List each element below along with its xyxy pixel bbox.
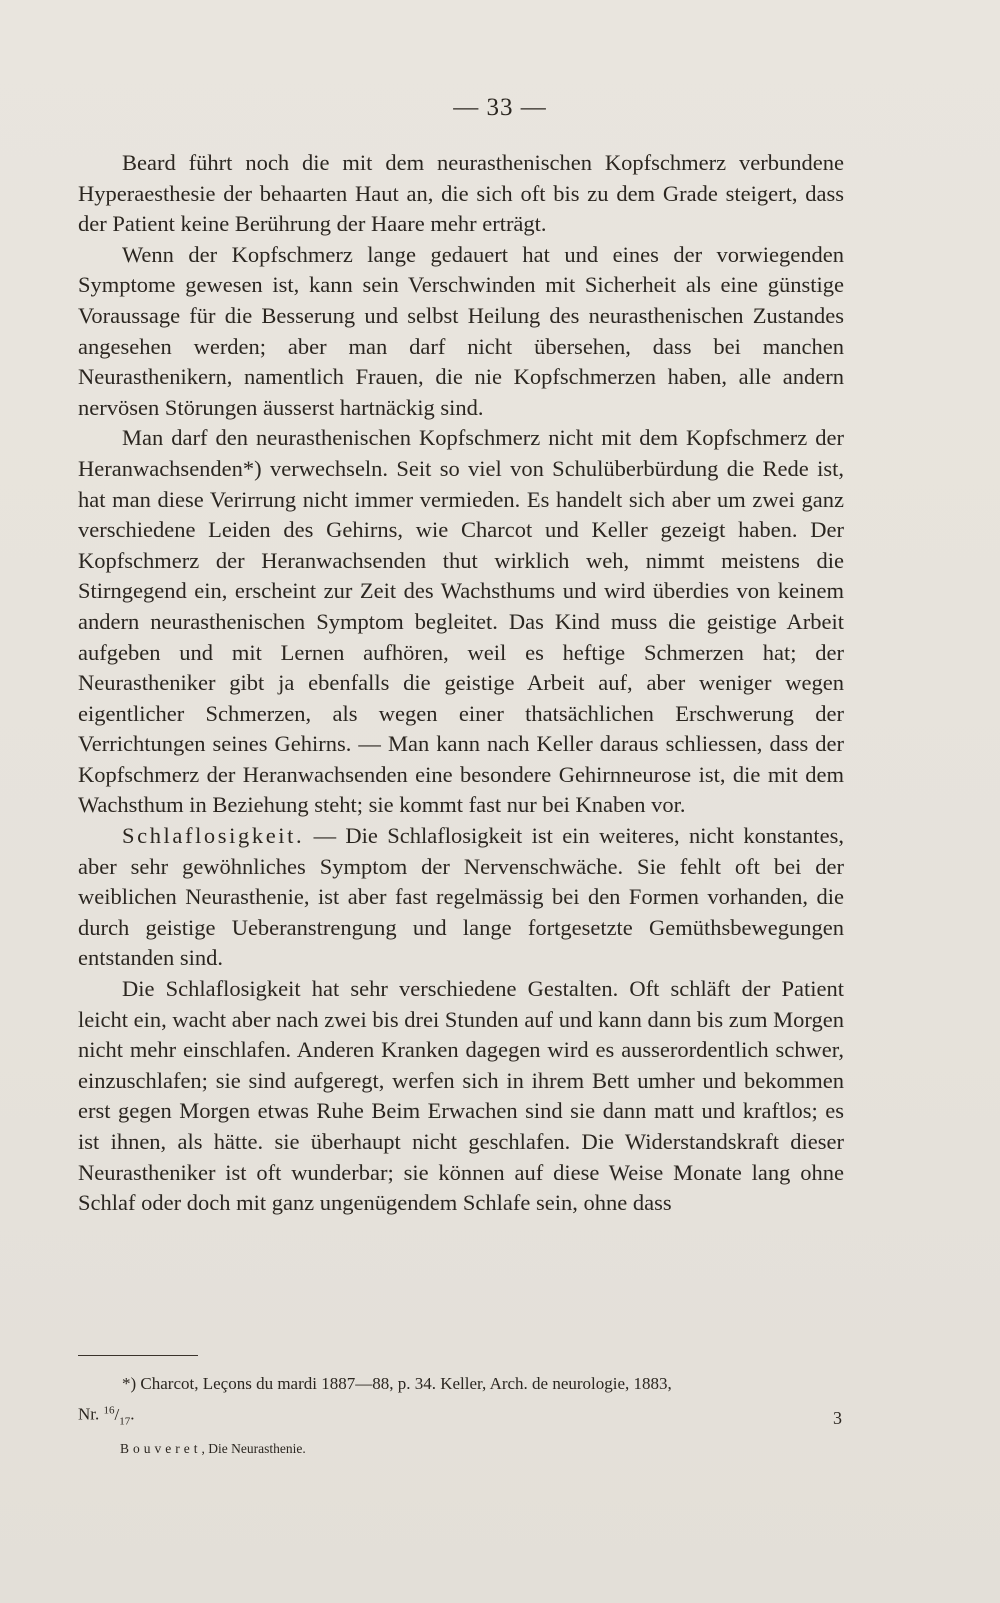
paragraph-kopfschmerz-dauer: Wenn der Kopfschmerz lange gedauert hat und eines der vorwiegenden Symptome gewesen ist, kann sein Verschwinden mit Sicherheit als eine günstige Voraussage für die Besserung und selbst Heilung des neurasthenischen Zustandes angesehen werden; aber man darf nicht übersehen, dass bei manchen Neurasthenikern, namentlich Frauen, die nie Kopfschmerzen haben, alle andern nervösen Störungen äusserst hartnäckig sind. <box>78 241 844 420</box>
signature-author: Bouveret <box>120 1441 202 1456</box>
fraction-numerator: 16 <box>103 1404 115 1416</box>
footnote-line-1: *) Charcot, Leçons du mardi 1887—88, p. 34. Keller, Arch. de neurologie, 1883, <box>122 1374 672 1393</box>
footnote <box>78 1370 844 1435</box>
sheet-signature-number: 3 <box>833 1408 842 1428</box>
paragraph-beard: Beard führt noch die mit dem neurasthenischen Kopfschmerz verbundene Hyperaesthesie der behaarten Haut an, die sich oft bis zu dem Grade steigert, dass der Patient keine Berührung der Haare mehr erträgt. <box>78 150 844 237</box>
footnote-end: . <box>130 1404 135 1424</box>
paragraph-schlaflosigkeit-gestalten: Die Schlaflosigkeit hat sehr verschiedene Gestalten. Oft schläft der Patient leicht ein, wacht aber nach zwei bis drei Stunden auf und kann dann bis zum Morgen nicht mehr einschlafen. Anderen Kranken dagegen wird es ausserordentlich schwer, einzuschlafen; sie sind aufgeregt, werfen sich in ihrem Bett umher und bekommen erst gegen Morgen etwas Ruhe Beim Erwachen sind sie dann matt und kraftlos; es ist ihnen, als hätte. sie überhaupt nicht geschlafen. Die Widerstandskraft dieser Neurastheniker ist oft wunderbar; sie können auf diese Weise Monate lang ohne Schlaf oder doch mit ganz ungenügendem Schlafe sein, ohne dass <box>78 976 844 1216</box>
printer-signature <box>120 1441 306 1457</box>
footnote-line-2 <box>78 1397 844 1435</box>
signature-title: , Die Neurasthenie. <box>201 1441 306 1456</box>
paragraph-schlaflosigkeit <box>78 821 844 974</box>
paragraph-heranwachsende: Man darf den neurasthenischen Kopfschmerz nicht mit dem Kopfschmerz der Heranwachsenden*) verwechseln. Seit so viel von Schulüberbürdung die Rede ist, hat man diese Verirrung nicht immer vermieden. Es handelt sich aber um zwei ganz verschiedene Leiden des Gehirns, wie Charcot und Keller gezeigt haben. Der Kopfschmerz der Heranwachsenden thut wirklich weh, nimmt meistens die Stirngegend ein, erscheint zur Zeit des Wachsthums und wird überdies von keinem andern neurasthenischen Symptom begleitet. Das Kind muss die geistige Arbeit aufgeben und mit Lernen aufhören, weil es heftige Schmerzen hat; der Neurastheniker gibt ja ebenfalls die geistige Arbeit auf, aber weniger wegen eigentlicher Schmerzen, als wegen einer thatsächlichen Erschwerung der Verrichtungen seines Gehirns. — Man kann nach Keller daraus schliessen, dass der Kopfschmerz der Heranwachsenden eine besondere Gehirnneurose ist, die mit dem Wachsthum in Beziehung steht; sie kommt fast nur bei Knaben vor. <box>78 425 844 818</box>
body-text <box>78 148 844 1219</box>
footnote-divider <box>78 1355 198 1356</box>
paragraph-schlaflosigkeit-text: — Die Schlaflosigkeit ist ein weiteres, nicht konstantes, aber sehr gewöhnliches Symptom der Nervenschwäche. Sie fehlt oft bei der weiblichen Neurasthenie, ist aber fast regelmässig bei den Formen vorhanden, die durch geistige Ueberanstrengung und lange fortgesetzte Gemüthsbewegungen entstanden sind. <box>78 823 844 971</box>
section-heading-schlaflosigkeit: Schlaflosigkeit. <box>122 823 305 849</box>
fraction-denominator: 17 <box>119 1415 131 1428</box>
footnote-fraction: $^{16}/_{17}$ <box>103 1404 131 1428</box>
footnote-nr: Nr. <box>78 1404 104 1424</box>
page-number: — 33 — <box>453 94 547 121</box>
